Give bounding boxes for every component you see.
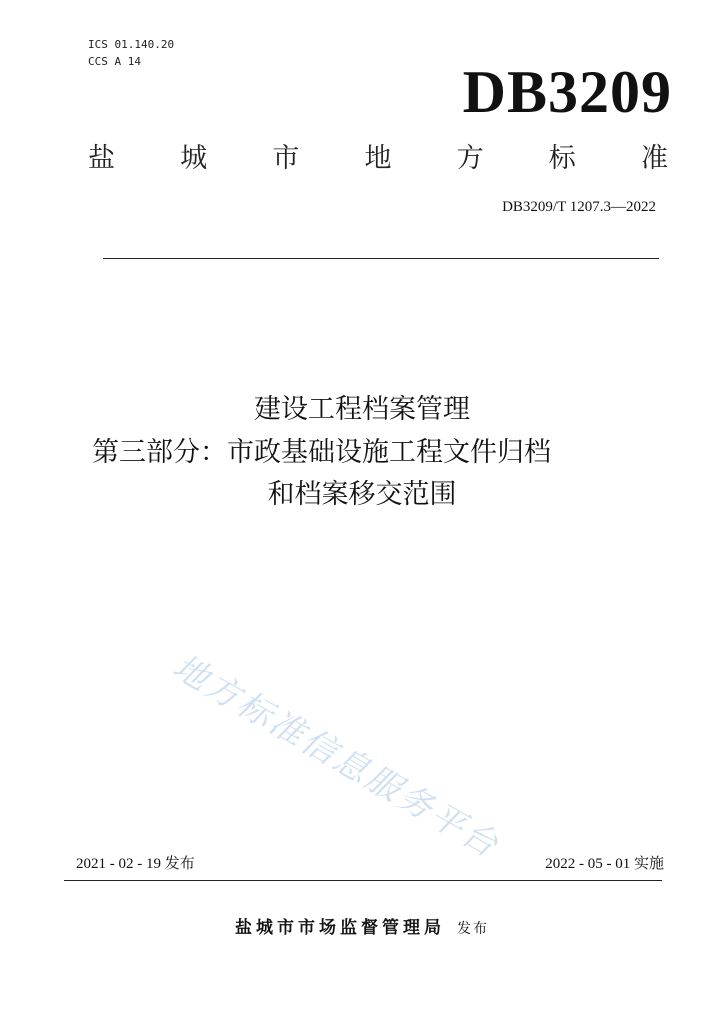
- header-divider: [103, 258, 659, 259]
- publisher-line: [0, 917, 724, 940]
- standard-type-char: 盐: [88, 143, 115, 174]
- standard-type-char: 准: [640, 143, 668, 174]
- standard-type-char: 标: [548, 143, 576, 174]
- publisher-org: 盐城市市场监督管理局: [235, 918, 445, 938]
- standard-type-title: [88, 142, 668, 176]
- standard-type-char: 城: [180, 143, 208, 174]
- publisher-action: 发布: [457, 921, 489, 937]
- issue-date: 2021 - 02 - 19 发布: [76, 856, 195, 872]
- standard-type-char: 地: [364, 143, 392, 174]
- standard-type-char: 方: [456, 143, 484, 174]
- ics-code: ICS 01.140.20: [88, 38, 175, 51]
- standard-code: DB3209: [462, 59, 672, 125]
- standard-number: DB3209/T 1207.3—2022: [502, 199, 656, 215]
- document-title-line-2: 第三部分：市政基础设施工程文件归档: [92, 437, 551, 468]
- standard-type-char: 市: [272, 143, 300, 174]
- footer-divider: [64, 880, 662, 881]
- watermark: 地方标准信息服务平台: [166, 646, 507, 867]
- ccs-code: CCS A 14: [88, 55, 141, 68]
- implement-date: 2022 - 05 - 01 实施: [545, 856, 664, 872]
- classification-codes: [88, 36, 174, 70]
- document-title-line-1: 建设工程档案管理: [254, 394, 470, 425]
- document-title-line-3: 和档案移交范围: [267, 479, 457, 510]
